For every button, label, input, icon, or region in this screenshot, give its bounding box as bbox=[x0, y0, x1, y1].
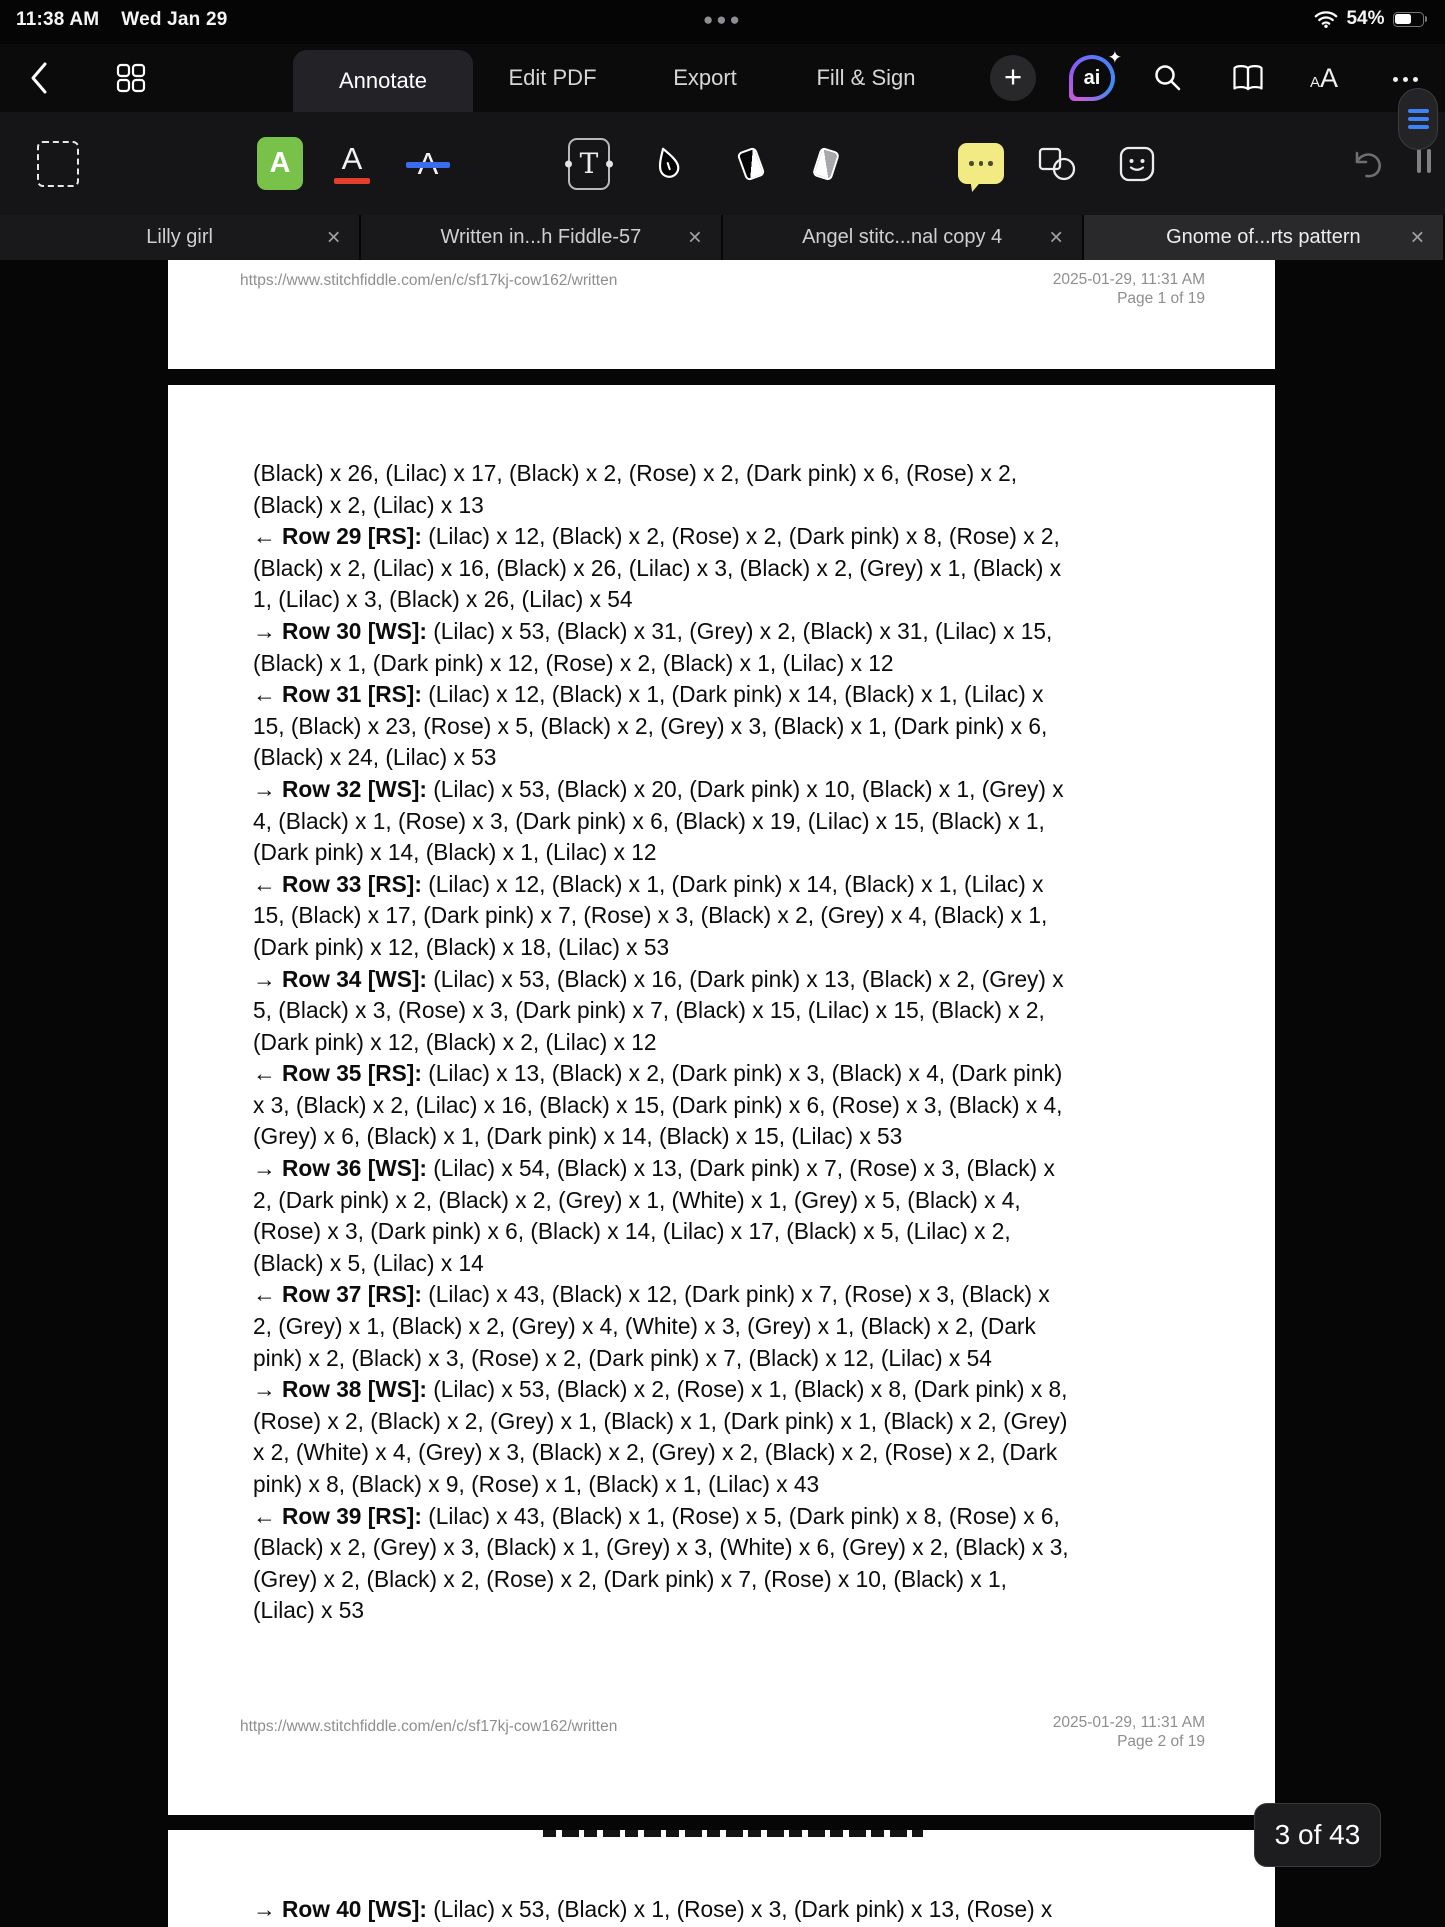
pattern-line: pink) x 8, (Black) x 9, (Rose) x 1, (Black) x 1, (Lilac) x 43 bbox=[253, 1471, 820, 1497]
thumbnails-button[interactable] bbox=[107, 44, 155, 112]
doc-tab-written-in-fiddle[interactable]: Written in...h Fiddle-57 ✕ bbox=[361, 215, 722, 260]
reader-book-icon bbox=[1231, 63, 1265, 93]
status-indicators bbox=[1314, 8, 1427, 30]
pen-icon bbox=[646, 141, 689, 186]
search-icon bbox=[1152, 62, 1184, 94]
tab-annotate[interactable]: Annotate bbox=[293, 50, 473, 112]
page2-footer-meta bbox=[1053, 1713, 1205, 1751]
pattern-line: → Row 38 [WS]: (Lilac) x 53, (Black) x 2, (Rose) x 1, (Black) x 8, (Dark pink) x 8, bbox=[253, 1376, 1068, 1403]
doc-tab-angel-stitch[interactable]: Angel stitc...nal copy 4 ✕ bbox=[723, 215, 1084, 260]
page1-footer-date: 2025-01-29, 11:31 AM bbox=[1052, 271, 1205, 288]
wifi-icon bbox=[1314, 10, 1338, 28]
sticker-icon bbox=[1118, 145, 1156, 183]
pattern-line: ← Row 29 [RS]: (Lilac) x 12, (Black) x 2, (Rose) x 2, (Dark pink) x 8, (Rose) x 2, bbox=[253, 523, 1060, 550]
pattern-line: 15, (Black) x 23, (Rose) x 5, (Black) x 2, (Grey) x 3, (Black) x 1, (Dark pink) x 6, bbox=[253, 712, 1048, 739]
ai-assistant-button[interactable] bbox=[1068, 44, 1122, 112]
undo-button[interactable] bbox=[1339, 112, 1395, 215]
pattern-line: (Dark pink) x 12, (Black) x 18, (Lilac) x 53 bbox=[253, 933, 670, 960]
undo-icon bbox=[1351, 149, 1383, 179]
pattern-line: (Dark pink) x 12, (Black) x 2, (Lilac) x 12 bbox=[253, 1028, 657, 1055]
pdf-scroll-area[interactable] bbox=[0, 260, 1445, 1927]
note-comment-icon bbox=[958, 143, 1004, 184]
pattern-line: ← Row 31 [RS]: (Lilac) x 12, (Black) x 1, (Dark pink) x 14, (Black) x 1, (Lilac) x bbox=[253, 681, 1044, 708]
page3-clipped-heading bbox=[543, 1830, 923, 1837]
page1-footer-page: Page 1 of 19 bbox=[1117, 290, 1205, 307]
pattern-line: (Black) x 2, (Lilac) x 16, (Black) x 26, (Lilac) x 3, (Black) x 2, (Grey) x 1, (Black) x bbox=[253, 554, 1062, 581]
pen-tool[interactable] bbox=[640, 112, 696, 215]
note-comment-tool[interactable] bbox=[953, 112, 1009, 215]
pattern-line: 2, (Grey) x 1, (Black) x 2, (Grey) x 4, (White) x 3, (Grey) x 1, (Black) x 2, (Dark bbox=[253, 1313, 1036, 1340]
pattern-line: (Black) x 2, (Grey) x 3, (Black) x 1, (Grey) x 3, (White) x 6, (Grey) x 2, (Black) x 3, bbox=[253, 1534, 1069, 1561]
date: Wed Jan 29 bbox=[121, 9, 228, 30]
pdf-page-1 bbox=[168, 260, 1275, 369]
scrubber-lines-icon bbox=[1408, 109, 1429, 113]
tab-fill-sign[interactable]: Fill & Sign bbox=[816, 65, 916, 90]
highlight-icon: A bbox=[257, 137, 303, 190]
more-icon bbox=[1390, 69, 1420, 87]
pattern-line: (Black) x 5, (Lilac) x 14 bbox=[253, 1249, 484, 1276]
nav-toolbar bbox=[0, 44, 1445, 112]
pattern-line: (Grey) x 2, (Black) x 2, (Rose) x 2, (Dark pink) x 7, (Rose) x 10, (Black) x 1, bbox=[253, 1565, 1007, 1592]
pattern-line: ← Row 35 [RS]: (Lilac) x 13, (Black) x 2, (Dark pink) x 3, (Black) x 4, (Dark pink) bbox=[253, 1060, 1063, 1087]
document-tab-bar bbox=[0, 215, 1445, 260]
thumbnails-grid-icon bbox=[116, 63, 146, 93]
close-icon[interactable]: ✕ bbox=[687, 227, 703, 247]
strikethrough-tool[interactable] bbox=[400, 112, 456, 215]
pattern-line: (Black) x 1, (Dark pink) x 12, (Rose) x 2, (Black) x 1, (Lilac) x 12 bbox=[253, 649, 894, 676]
search-button[interactable] bbox=[1144, 44, 1192, 112]
multitask-dots-icon: ●●● bbox=[703, 10, 743, 29]
soft-eraser-icon bbox=[812, 146, 840, 181]
add-icon: + bbox=[990, 55, 1036, 101]
text-size-icon: A A bbox=[1309, 62, 1339, 93]
pattern-line: 15, (Black) x 17, (Dark pink) x 7, (Rose) x 3, (Black) x 2, (Grey) x 4, (Black) x 1, bbox=[253, 902, 1048, 929]
pattern-line: 4, (Black) x 1, (Rose) x 3, (Dark pink) x 6, (Black) x 19, (Lilac) x 15, (Black) x 1, bbox=[253, 807, 1045, 834]
battery-percent: 54% bbox=[1346, 8, 1385, 29]
pattern-line: (Lilac) x 53 bbox=[253, 1597, 364, 1624]
underline-icon: A bbox=[334, 143, 370, 184]
page1-footer-url: https://www.stitchfiddle.com/en/c/sf17kj-cow162/written bbox=[240, 272, 618, 289]
pattern-text bbox=[253, 1894, 1255, 1926]
pattern-line: x 2, (White) x 4, (Grey) x 3, (Black) x 2, (Grey) x 2, (Black) x 2, (Rose) x 2, (Dark bbox=[253, 1439, 1058, 1466]
doc-tab-gnome-pattern[interactable]: Gnome of...rts pattern ✕ bbox=[1084, 215, 1445, 260]
marquee-select-tool[interactable] bbox=[30, 112, 86, 215]
toolbar-handle-icon bbox=[1414, 149, 1434, 178]
close-icon[interactable]: ✕ bbox=[1048, 227, 1064, 247]
close-icon[interactable]: ✕ bbox=[1409, 227, 1425, 247]
pattern-line: → Row 34 [WS]: (Lilac) x 53, (Black) x 16, (Dark pink) x 13, (Black) x 2, (Grey) x bbox=[253, 965, 1064, 992]
pattern-line: (Black) x 24, (Lilac) x 53 bbox=[253, 744, 497, 771]
sticker-tool[interactable] bbox=[1109, 112, 1165, 215]
pattern-line: (Grey) x 6, (Black) x 1, (Dark pink) x 14, (Black) x 15, (Lilac) x 53 bbox=[253, 1123, 903, 1150]
close-icon[interactable]: ✕ bbox=[326, 227, 342, 247]
eraser-icon bbox=[736, 146, 765, 181]
sparkle-icon: ✦ bbox=[1107, 48, 1122, 67]
annotation-tool-row bbox=[0, 112, 1445, 215]
doc-tab-lilly-girl[interactable]: Lilly girl ✕ bbox=[0, 215, 361, 260]
text-box-icon: T bbox=[568, 138, 610, 190]
pattern-line: (Rose) x 3, (Dark pink) x 6, (Black) x 14, (Lilac) x 17, (Black) x 5, (Lilac) x 2, bbox=[253, 1218, 1011, 1245]
page2-footer-page: Page 2 of 19 bbox=[1117, 1733, 1205, 1750]
text-settings-button[interactable] bbox=[1300, 44, 1348, 112]
back-icon bbox=[29, 61, 49, 95]
page2-footer-url: https://www.stitchfiddle.com/en/c/sf17kj-cow162/written bbox=[240, 1718, 618, 1735]
pattern-line: ← Row 33 [RS]: (Lilac) x 12, (Black) x 1, (Dark pink) x 14, (Black) x 1, (Lilac) x bbox=[253, 870, 1044, 897]
highlight-tool[interactable] bbox=[252, 112, 308, 215]
back-button[interactable] bbox=[15, 44, 63, 112]
pdf-page-2 bbox=[168, 385, 1275, 1815]
page2-footer-date: 2025-01-29, 11:31 AM bbox=[1052, 1714, 1205, 1731]
reader-view-button[interactable] bbox=[1224, 44, 1272, 112]
pattern-line: 5, (Black) x 3, (Rose) x 3, (Dark pink) x 7, (Black) x 15, (Lilac) x 15, (Black) x 2, bbox=[253, 997, 1045, 1024]
page-indicator-badge: 3 of 43 bbox=[1254, 1803, 1381, 1867]
pattern-line: (Black) x 26, (Lilac) x 17, (Black) x 2, (Rose) x 2, (Dark pink) x 6, (Rose) x 2, bbox=[253, 460, 1018, 486]
page1-footer-meta bbox=[1053, 270, 1205, 308]
shapes-icon bbox=[1038, 147, 1076, 181]
tab-export[interactable]: Export bbox=[673, 65, 737, 90]
eraser-tool[interactable] bbox=[723, 112, 779, 215]
strikethrough-icon bbox=[418, 148, 439, 179]
pattern-line: (Rose) x 2, (Black) x 2, (Grey) x 1, (Black) x 1, (Dark pink) x 1, (Black) x 2, (Grey) bbox=[253, 1407, 1068, 1434]
pattern-text bbox=[253, 458, 1255, 1627]
tab-edit-pdf[interactable]: Edit PDF bbox=[508, 65, 597, 90]
pattern-line: (Dark pink) x 14, (Black) x 1, (Lilac) x 12 bbox=[253, 839, 657, 866]
pattern-line: ← Row 37 [RS]: (Lilac) x 43, (Black) x 12, (Dark pink) x 7, (Rose) x 3, (Black) x bbox=[253, 1281, 1050, 1308]
soft-eraser-tool[interactable] bbox=[798, 112, 854, 215]
pdf-page-3 bbox=[168, 1830, 1275, 1927]
add-button[interactable] bbox=[989, 44, 1037, 112]
pattern-line: ← Row 39 [RS]: (Lilac) x 43, (Black) x 1, (Rose) x 5, (Dark pink) x 8, (Rose) x 6, bbox=[253, 1502, 1060, 1529]
text-box-tool[interactable] bbox=[561, 112, 617, 215]
marquee-select-icon bbox=[37, 141, 79, 187]
underline-tool[interactable] bbox=[324, 112, 380, 215]
shapes-tool[interactable] bbox=[1029, 112, 1085, 215]
status-bar bbox=[0, 0, 1445, 44]
battery-icon bbox=[1393, 12, 1428, 27]
clock: 11:38 AM bbox=[16, 9, 100, 30]
pattern-line: → Row 36 [WS]: (Lilac) x 54, (Black) x 13, (Dark pink) x 7, (Rose) x 3, (Black) x bbox=[253, 1155, 1055, 1182]
pattern-line: x 3, (Black) x 2, (Lilac) x 16, (Black) x 15, (Dark pink) x 6, (Rose) x 3, (Black) x 4, bbox=[253, 1091, 1063, 1118]
pattern-line: pink) x 2, (Black) x 3, (Rose) x 2, (Dark pink) x 7, (Black) x 12, (Lilac) x 54 bbox=[253, 1344, 992, 1371]
pattern-line: 1, (Lilac) x 3, (Black) x 26, (Lilac) x 54 bbox=[253, 586, 633, 613]
page-scrubber-handle[interactable] bbox=[1398, 88, 1438, 150]
status-time-date bbox=[16, 9, 227, 31]
pattern-line: → Row 40 [WS]: (Lilac) x 53, (Black) x 1, (Rose) x 3, (Dark pink) x 13, (Rose) x bbox=[253, 1896, 1053, 1922]
pattern-line: (Black) x 2, (Lilac) x 13 bbox=[253, 491, 484, 518]
pattern-line: → Row 30 [WS]: (Lilac) x 53, (Black) x 31, (Grey) x 2, (Black) x 31, (Lilac) x 15, bbox=[253, 617, 1053, 644]
pattern-line: → Row 32 [WS]: (Lilac) x 53, (Black) x 20, (Dark pink) x 10, (Black) x 1, (Grey) x bbox=[253, 775, 1064, 802]
pattern-line: 2, (Dark pink) x 2, (Black) x 2, (Grey) x 1, (White) x 1, (Grey) x 5, (Black) x 4, bbox=[253, 1186, 1021, 1213]
ai-assistant-icon: ai ✦ bbox=[1069, 55, 1115, 101]
